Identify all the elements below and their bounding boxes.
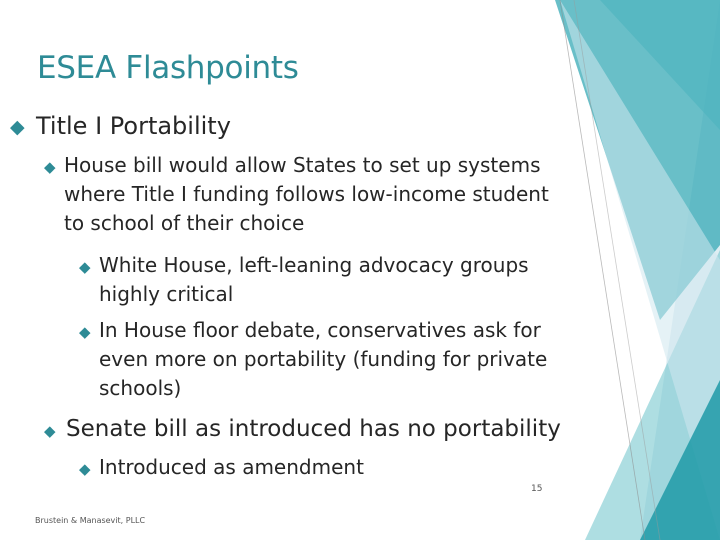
- footer-text: Brustein & Manasevit, PLLC: [35, 516, 146, 525]
- bullet-level2-senate-bill: [44, 415, 584, 444]
- diamond-arrow-icon: ◆: [79, 323, 91, 341]
- bullet-level2-house-bill: [44, 151, 569, 238]
- bullet-text: House bill would allow States to set up systems where Title I funding follows low-income student to school of their choice: [64, 153, 549, 235]
- bullet-text: Senate bill as introduced has no portability: [66, 416, 561, 442]
- bullet-text: In House floor debate, conservatives ask for even more on portability (funding for private schools): [99, 318, 548, 400]
- diamond-arrow-icon: ◆: [79, 460, 91, 478]
- bullet-text: Title I Portability: [36, 112, 231, 140]
- bullet-level3-white-house: [79, 251, 559, 309]
- diamond-arrow-icon: ◆: [10, 116, 25, 138]
- bullet-level3-introduced-as-amendment: [79, 453, 499, 482]
- bullet-level3-house-floor-debate: [79, 316, 579, 403]
- bullet-text: Introduced as amendment: [99, 455, 364, 479]
- page-number: 15: [531, 484, 543, 494]
- diamond-arrow-icon: ◆: [79, 258, 91, 276]
- diamond-arrow-icon: ◆: [44, 158, 56, 176]
- bullet-level1-title-i-portability: [10, 112, 550, 140]
- bullet-text: White House, left-leaning advocacy groups highly critical: [99, 253, 529, 306]
- diamond-arrow-icon: ◆: [44, 422, 56, 440]
- slide-title: ESEA Flashpoints: [37, 50, 299, 86]
